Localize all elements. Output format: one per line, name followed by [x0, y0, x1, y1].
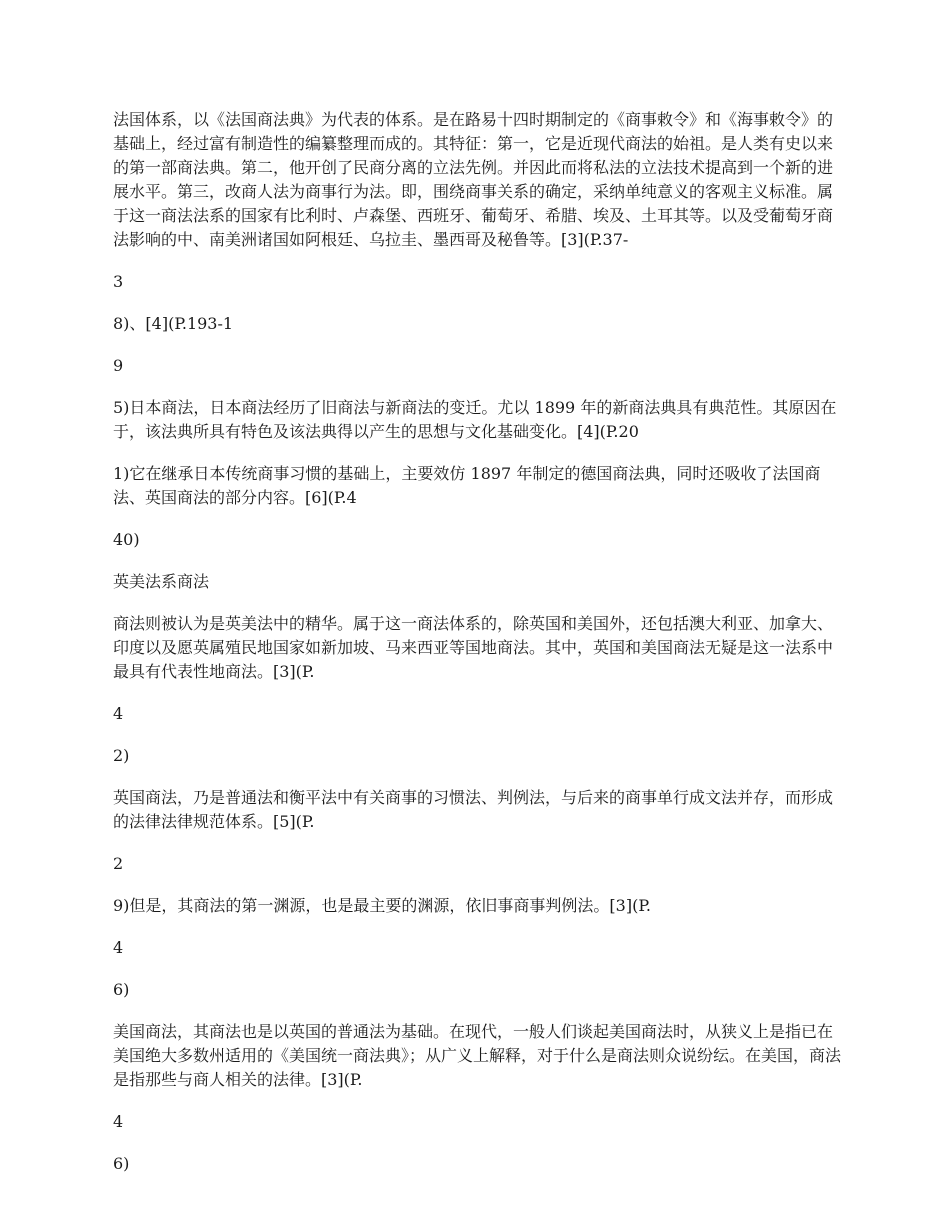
paragraph-french-system: 法国体系，以《法国商法典》为代表的体系。是在路易十四时期制定的《商事敕令》和《海事敕令》的基础上，经过富有制造性的编纂整理而成的。其特征：第一，它是近现代商法的始祖。是人类有史以来的第一部商法典。第二，他开创了民商分离的立法先例。并因此而将私法的立法技术提高到一个新的进展水平。第三，改商人法为商事行为法。即，围绕商事关系的确定，采纳单纯意义的客观主义标准。属于这一商法法系的国家有比利时、卢森堡、西班牙、葡萄牙、希腊、埃及、土耳其等。以及受葡萄牙商法影响的中、南美洲诸国如阿根廷、乌拉圭、墨西哥及秘鲁等。[3](P.37-	[113, 110, 834, 249]
paragraph-japanese-law-continued: 1)它在继承日本传统商事习惯的基础上，主要效仿 1897 年制定的德国商法典，同时还吸收了法国商法、英国商法的部分内容。[6](P.4	[113, 464, 821, 507]
section-heading-anglo-american: 英美法系商法	[113, 572, 210, 591]
paragraph-fragment: 4	[113, 704, 124, 723]
paragraph-japanese-law: 5)日本商法，日本商法经历了旧商法与新商法的变迁。尤以 1899 年的新商法典具有典范性。其原因在于，该法典所具有特色及该法典得以产生的思想与文化基础变化。[4](P.20	[113, 398, 837, 441]
paragraph-english-law: 英国商法，乃是普通法和衡平法中有关商事的习惯法、判例法，与后来的商事单行成文法并存，而形成的法律法律规范体系。[5](P.	[113, 788, 834, 831]
paragraph-fragment: 2)	[113, 746, 130, 765]
paragraph-fragment: 4	[113, 1112, 124, 1131]
paragraph-fragment: 6)	[113, 1154, 130, 1173]
paragraph-fragment: 40)	[113, 530, 140, 549]
paragraph-english-law-source: 9)但是，其商法的第一渊源，也是最主要的渊源，依旧事商事判例法。[3](P.	[113, 896, 651, 915]
paragraph-american-law: 美国商法，其商法也是以英国的普通法为基础。在现代，一般人们谈起美国商法时，从狭义上是指已在美国绝大多数州适用的《美国统一商法典》；从广义上解释，对于什么是商法则众说纷纭。在美国，商法是指那些与商人相关的法律。[3](P.	[113, 1022, 842, 1089]
paragraph-fragment: 3	[113, 272, 124, 291]
paragraph-fragment: 9	[113, 356, 124, 375]
paragraph-fragment: 4	[113, 938, 124, 957]
paragraph-fragment: 2	[113, 854, 124, 873]
document-body	[113, 108, 843, 1194]
paragraph-fragment: 6)	[113, 980, 130, 999]
paragraph-anglo-american-system: 商法则被认为是英美法中的精华。属于这一商法体系的，除英国和美国外，还包括澳大利亚、加拿大、印度以及愿英属殖民地国家如新加坡、马来西亚等国地商法。其中，英国和美国商法无疑是这一法系中最具有代表性地商法。[3](P.	[113, 614, 834, 681]
paragraph-fragment: 8)、[4](P.193-1	[113, 314, 234, 333]
